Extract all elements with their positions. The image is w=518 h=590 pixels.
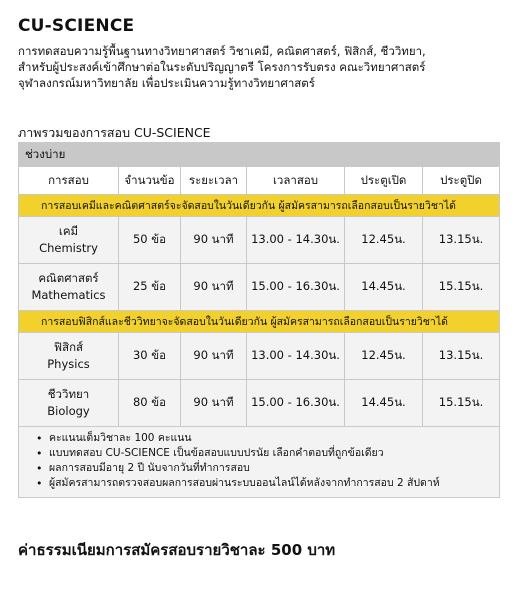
gate-open-cell: 12.45น.: [345, 333, 423, 380]
list-item: • ผลการสอบมีอายุ 2 ปี นับจากวันที่ทำการสอบ: [49, 461, 491, 476]
duration-cell: 90 นาที: [181, 380, 247, 427]
subject-cell: [19, 380, 119, 427]
table-row: [19, 380, 500, 427]
group-note: การสอบเคมีและคณิตศาสตร์จะจัดสอบในวันเดียวกัน ผู้สมัครสามารถเลือกสอบเป็นรายวิชาได้: [19, 195, 500, 217]
gate-open-cell: 14.45น.: [345, 380, 423, 427]
gate-close-cell: 13.15น.: [423, 333, 500, 380]
overview-title: ภาพรวมของการสอบ CU-SCIENCE: [18, 125, 211, 140]
gate-close-cell: 13.15น.: [423, 217, 500, 264]
subject-english: Physics: [47, 357, 90, 371]
application-fee: ค่าธรรมเนียมการสมัครสอบรายวิชาละ 500 บาท: [18, 541, 336, 559]
subject-cell: [19, 333, 119, 380]
subject-cell: [19, 217, 119, 264]
subject-cell: [19, 264, 119, 311]
col-header-exam: การสอบ: [19, 167, 119, 195]
intro-line: จุฬาลงกรณ์มหาวิทยาลัย เพื่อประเมินความรู้ทางวิทยาศาสตร์: [18, 76, 315, 90]
time-cell: 13.00 - 14.30น.: [247, 217, 345, 264]
notes-list: [35, 431, 491, 491]
intro-line: การทดสอบความรู้พื้นฐานทางวิทยาศาสตร์ วิชาเคมี, คณิตศาสตร์, ฟิสิกส์, ชีววิทยา,: [18, 44, 426, 58]
subject-thai: ชีววิทยา: [47, 387, 90, 401]
table-row: [19, 264, 500, 311]
intro-paragraph: [18, 43, 508, 91]
subject-thai: คณิตศาสตร์: [38, 271, 99, 285]
time-cell: 15.00 - 16.30น.: [247, 380, 345, 427]
list-item: • ผู้สมัครสามารถตรวจสอบผลการสอบผ่านระบบออนไลน์ได้หลังจากทำการสอบ 2 สัปดาห์: [49, 476, 491, 491]
gate-close-cell: 15.15น.: [423, 380, 500, 427]
col-header-gate-open: ประตูเปิด: [345, 167, 423, 195]
col-header-items: จำนวนข้อ: [119, 167, 181, 195]
items-cell: 30 ข้อ: [119, 333, 181, 380]
subject-thai: ฟิสิกส์: [53, 340, 84, 354]
gate-open-cell: 14.45น.: [345, 264, 423, 311]
notes-cell: [19, 427, 500, 498]
column-header-row: [19, 167, 500, 195]
items-cell: 80 ข้อ: [119, 380, 181, 427]
subject-english: Biology: [47, 404, 90, 418]
period-header: ช่วงบ่าย: [19, 143, 500, 167]
exam-schedule-table: [18, 142, 499, 498]
subject-thai: เคมี: [58, 224, 79, 238]
time-cell: 15.00 - 16.30น.: [247, 264, 345, 311]
col-header-gate-close: ประตูปิด: [423, 167, 500, 195]
list-item: • แบบทดสอบ CU-SCIENCE เป็นข้อสอบแบบปรนัย เลือกคำตอบที่ถูกข้อเดียว: [49, 446, 491, 461]
items-cell: 50 ข้อ: [119, 217, 181, 264]
duration-cell: 90 นาที: [181, 333, 247, 380]
subject-english: Chemistry: [39, 241, 98, 255]
gate-close-cell: 15.15น.: [423, 264, 500, 311]
page-title: CU-SCIENCE: [18, 16, 135, 36]
gate-open-cell: 12.45น.: [345, 217, 423, 264]
table-row: [19, 333, 500, 380]
col-header-duration: ระยะเวลา: [181, 167, 247, 195]
subject-english: Mathematics: [31, 288, 106, 302]
duration-cell: 90 นาที: [181, 264, 247, 311]
group-note: การสอบฟิสิกส์และชีววิทยาจะจัดสอบในวันเดียวกัน ผู้สมัครสามารถเลือกสอบเป็นรายวิชาได้: [19, 311, 500, 333]
items-cell: 25 ข้อ: [119, 264, 181, 311]
table-row: [19, 217, 500, 264]
list-item: • คะแนนเต็มวิชาละ 100 คะแนน: [49, 431, 491, 446]
time-cell: 13.00 - 14.30น.: [247, 333, 345, 380]
duration-cell: 90 นาที: [181, 217, 247, 264]
intro-line: สำหรับผู้ประสงค์เข้าศึกษาต่อในระดับปริญญาตรี โครงการรับตรง คณะวิทยาศาสตร์: [18, 60, 426, 74]
col-header-time: เวลาสอบ: [247, 167, 345, 195]
